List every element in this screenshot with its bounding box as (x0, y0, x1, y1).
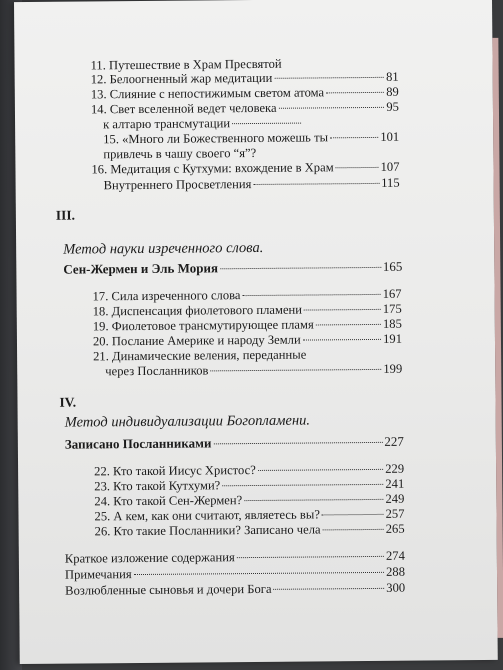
part-iv-heading: Метод индивидуализации Богопламени. (64, 412, 311, 431)
watermark (166, 201, 173, 227)
toc-entry-13[interactable]: 13. Слияние с непостижимым светом атома 89 (90, 84, 399, 102)
book-page (14, 0, 498, 664)
part-numeral-iv: IV. (59, 394, 77, 410)
part-iv-author[interactable]: Записано Посланниками 227 (64, 433, 404, 452)
toc-entry-20[interactable]: 20. Послание Америке и народу Земли 191 (92, 331, 403, 349)
part-numeral-iii: III. (55, 207, 76, 223)
toc-entry-19[interactable]: 19. Фиолетовое трансмутирующее пламя 185 (92, 316, 402, 334)
toc-beloved[interactable]: Возлюбленные сыновья и дочери Бога 300 (65, 580, 406, 598)
toc-entry-21-cont[interactable]: через Посланников 199 (105, 361, 403, 379)
toc-entry-14[interactable]: 14. Свет вселенной ведет человека 95 (90, 99, 399, 117)
toc-entry-11[interactable]: 11. Путешествие в Храм Пресвятой (90, 56, 282, 73)
toc-entry-26[interactable]: 26. Кто такие Посланники? Записано чела 265 (94, 521, 405, 539)
part-iii-heading: Метод науки изреченного слова. (63, 239, 264, 258)
toc-entry-16[interactable]: 16. Медитация с Кутхуми: вхождение в Храм 107 (91, 159, 400, 177)
toc-entry-16-cont[interactable]: Внутреннего Просветления 115 (103, 175, 400, 193)
toc-entry-12[interactable]: 12. Белоогненный жар медитации 81 (90, 69, 399, 87)
toc-entry-18[interactable]: 18. Диспенсация фиолетового пламени 175 (92, 301, 402, 319)
toc-notes[interactable]: Примечания 288 (64, 564, 406, 582)
toc-entry-25[interactable]: 25. А кем, как они считают, являетесь вы? 257 (94, 506, 405, 524)
toc-entry-24[interactable]: 24. Кто такой Сен-Жермен? 249 (94, 491, 405, 509)
toc-entry-23[interactable]: 23. Кто такой Кутхуми? 241 (94, 476, 405, 494)
toc-summary[interactable]: Краткое изложение содержания 274 (64, 548, 405, 566)
toc-entry-14-cont: к алтарю трансмутации (103, 116, 303, 133)
toc-entry-17[interactable]: 17. Сила изреченного слова 167 (92, 286, 402, 304)
toc-entry-15[interactable]: 15. «Много ли Божественного можешь ты 101 (103, 129, 400, 147)
toc-entry-22[interactable]: 22. Кто такой Иисус Христос? 229 (94, 461, 405, 479)
part-iii-author[interactable]: Сен-Жермен и Эль Мория 165 (63, 258, 403, 277)
page-edge (492, 38, 503, 638)
toc-entry-21[interactable]: 21. Динамические веления, переданные (93, 347, 307, 364)
toc-entry-15-cont: привлечь в чашу своего “я”? (103, 145, 257, 162)
